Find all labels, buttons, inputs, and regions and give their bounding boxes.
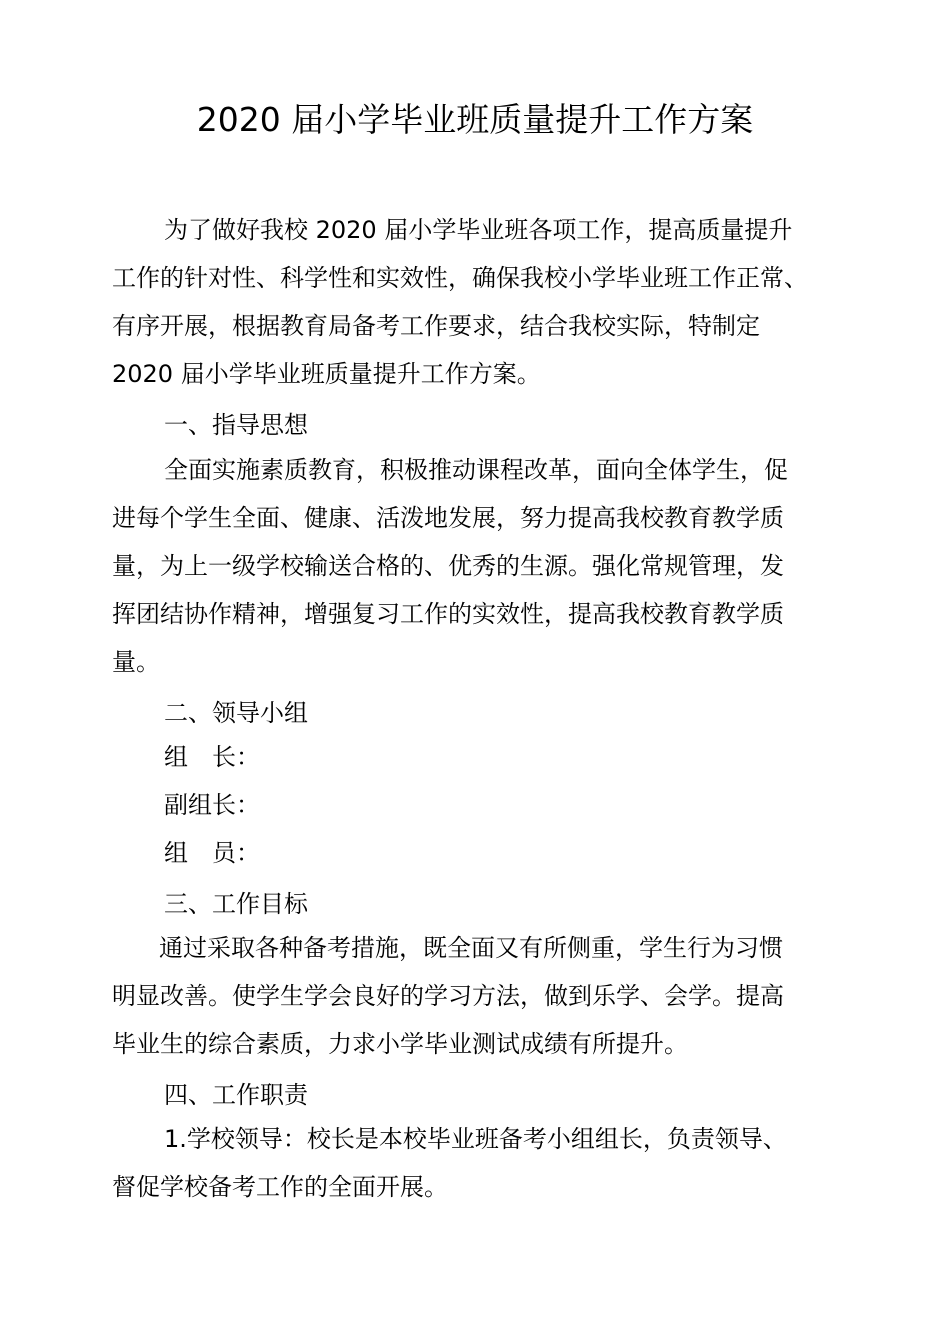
intro-line: 有序开展，根据教育局备考工作要求，结合我校实际，特制定	[112, 312, 760, 340]
section-4-line: 督促学校备考工作的全面开展。	[112, 1173, 448, 1201]
section-1-line: 量。	[112, 648, 160, 676]
section-1-line: 量，为上一级学校输送合格的、优秀的生源。强化常规管理，发	[112, 552, 784, 580]
section-3-line: 明显改善。使学生学会良好的学习方法，做到乐学、会学。提高	[112, 982, 784, 1010]
intro-line: 为了做好我校 2020 届小学毕业班各项工作，提高质量提升	[164, 216, 793, 244]
section-1-line: 挥团结协作精神，增强复习工作的实效性，提高我校教育教学质	[112, 600, 784, 628]
members-label: 组 员：	[164, 839, 260, 867]
leader-label: 组 长：	[164, 743, 260, 771]
section-3-line: 通过采取各种备考措施，既全面又有所侧重，学生行为习惯	[159, 934, 783, 962]
section-heading-leadership-group: 二、领导小组	[164, 699, 308, 727]
section-3-line: 毕业生的综合素质，力求小学毕业测试成绩有所提升。	[112, 1030, 688, 1058]
section-heading-work-duties: 四、工作职责	[164, 1081, 308, 1109]
section-heading-guiding-ideology: 一、指导思想	[164, 411, 308, 439]
section-1-line: 全面实施素质教育，积极推动课程改革，面向全体学生，促	[164, 456, 788, 484]
section-4-line: 1.学校领导：校长是本校毕业班备考小组组长，负责领导、	[164, 1125, 787, 1153]
section-1-line: 进每个学生全面、健康、活泼地发展，努力提高我校教育教学质	[112, 504, 784, 532]
deputy-leader-label: 副组长：	[164, 791, 260, 819]
section-heading-work-goals: 三、工作目标	[164, 890, 308, 918]
intro-line: 2020 届小学毕业班质量提升工作方案。	[112, 360, 541, 388]
intro-line: 工作的针对性、科学性和实效性，确保我校小学毕业班工作正常、	[112, 264, 808, 292]
document-title: 2020 届小学毕业班质量提升工作方案	[196, 100, 754, 139]
